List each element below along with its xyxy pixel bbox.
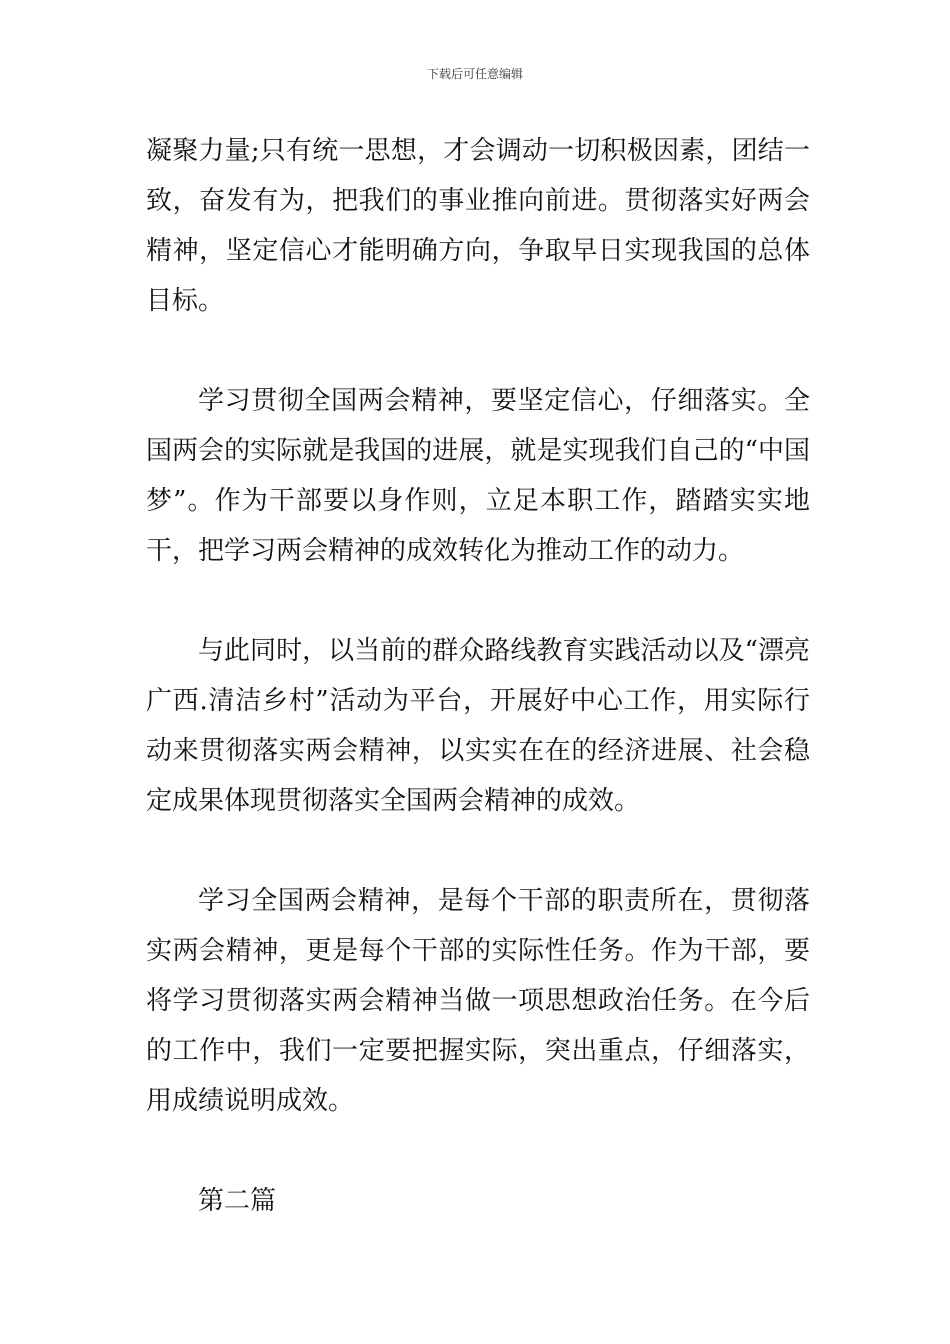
paragraph-spacer	[146, 326, 810, 376]
paragraph-3: 与此同时，以当前的群众路线教育实践活动以及“漂亮广西.清洁乡村”活动为平台，开展好中心工作，用实际行动来贯彻落实两会精神，以实实在在的经济进展、社会稳定成果体现贯彻落实全国两会精神的成效。	[146, 636, 810, 816]
section-heading: 第二篇	[198, 1186, 277, 1216]
page-header-note: 下载后可任意编辑	[426, 67, 523, 81]
document-body	[146, 126, 810, 1226]
paragraph-4: 学习全国两会精神，是每个干部的职责所在，贯彻落实两会精神，更是每个干部的实际性任务。作为干部，要将学习贯彻落实两会精神当做一项思想政治任务。在今后的工作中，我们一定要把握实际，突出重点，仔细落实，用成绩说明成效。	[146, 886, 810, 1116]
paragraph-spacer	[146, 826, 810, 876]
paragraph-1: 凝聚力量;只有统一思想，才会调动一切积极因素，团结一致，奋发有为，把我们的事业推向前进。贯彻落实好两会精神，坚定信心才能明确方向，争取早日实现我国的总体目标。	[146, 136, 810, 316]
paragraph-spacer	[146, 576, 810, 626]
paragraph-2: 学习贯彻全国两会精神，要坚定信心，仔细落实。全国两会的实际就是我国的进展，就是实现我们自己的“中国梦”。作为干部要以身作则，立足本职工作，踏踏实实地干，把学习两会精神的成效转化为推动工作的动力。	[146, 386, 810, 566]
paragraph-spacer	[146, 1126, 810, 1176]
